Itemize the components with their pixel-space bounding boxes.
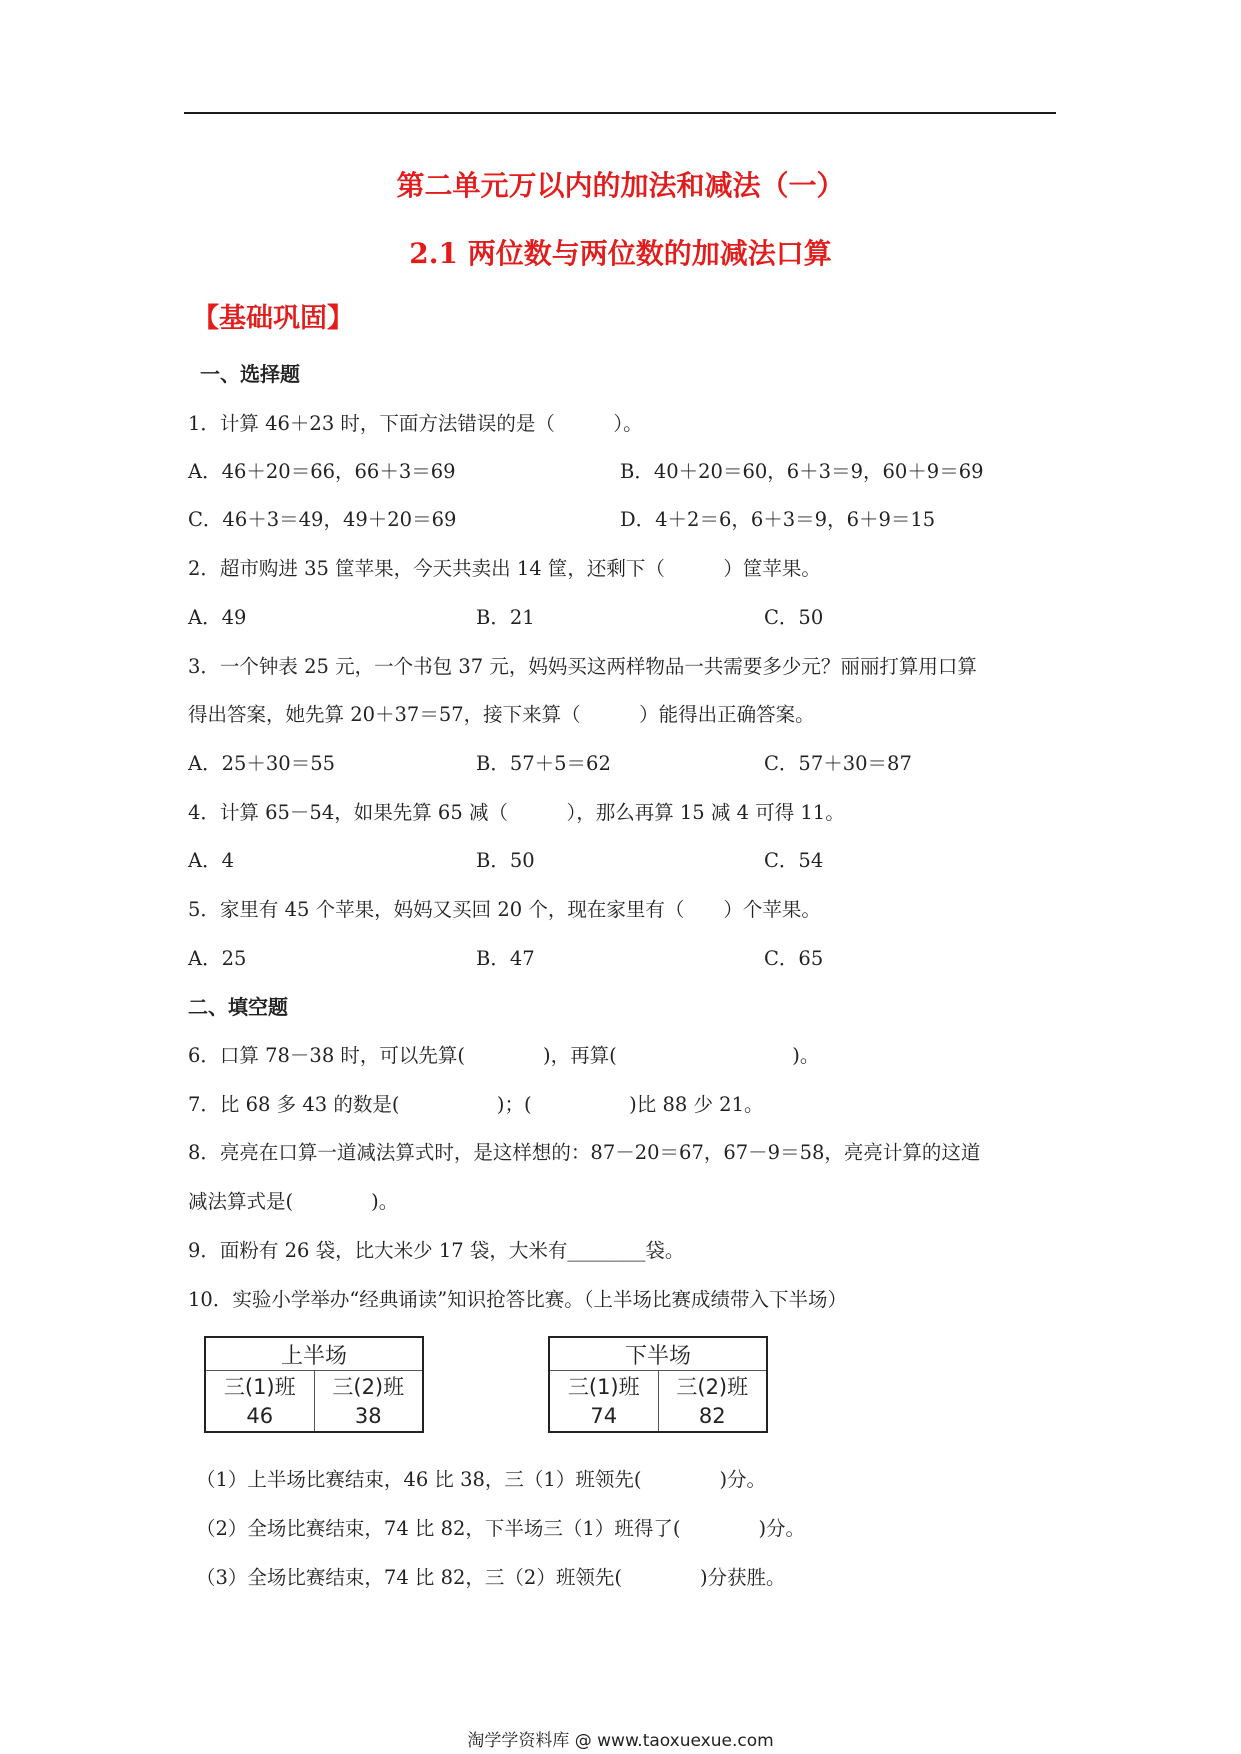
q1-option-d: D．4＋2＝6，6＋3＝9，6＋9＝15 <box>620 508 936 531</box>
second-half-class1-score: 74 <box>549 1401 658 1432</box>
q1-option-a: A．46＋20＝66，66＋3＝69 <box>188 460 456 483</box>
q5-option-c: C．65 <box>764 947 824 970</box>
second-half-class2-score: 82 <box>698 1404 726 1428</box>
second-half-class2-label: 三(2)班 <box>676 1375 749 1399</box>
question-6: 6．口算 78－38 时，可以先算( )，再算( )。 <box>188 1044 820 1067</box>
q5-option-a: A．25 <box>188 947 247 970</box>
lesson-title: 2.1 两位数与两位数的加减法口算 <box>409 237 832 270</box>
second-half-title: 下半场 <box>549 1337 767 1371</box>
first-half-class1-score: 46 <box>205 1401 314 1432</box>
first-half-class1-label: 三(1)班 <box>205 1371 314 1402</box>
first-half-title: 上半场 <box>205 1337 423 1371</box>
q4-option-a: A．4 <box>188 849 234 872</box>
question-2: 2．超市购进 35 筐苹果，今天共卖出 14 筐，还剩下（ ）筐苹果。 <box>188 557 821 580</box>
q3-option-b: B．57＋5＝62 <box>476 752 611 775</box>
q2-option-c: C．50 <box>764 606 824 629</box>
q2-option-a: A．49 <box>188 606 247 629</box>
footer-watermark: 淘学学资料库 @ www.taoxuexue.com <box>467 1731 774 1751</box>
second-half-class1-label: 三(1)班 <box>549 1371 658 1402</box>
q1-option-b: B．40＋20＝60，6＋3＝9，60＋9＝69 <box>620 460 984 483</box>
section-label: 【基础巩固】 <box>192 303 354 334</box>
question-3-line1: 3．一个钟表 25 元，一个书包 37 元，妈妈买这两样物品一共需要多少元？丽丽打算用口算 <box>188 655 977 678</box>
q4-option-c: C．54 <box>764 849 824 872</box>
question-8-line1: 8．亮亮在口算一道减法算式时，是这样想的：87－20＝67，67－9＝58，亮亮计算的这道 <box>188 1141 981 1164</box>
question-10-sub3: （3）全场比赛结束，74 比 82，三（2）班领先( )分获胜。 <box>196 1566 786 1589</box>
q4-option-b: B．50 <box>476 849 535 872</box>
q5-option-b: B．47 <box>476 947 535 970</box>
question-4: 4．计算 65－54，如果先算 65 减（ ），那么再算 15 减 4 可得 11。 <box>188 801 845 824</box>
header-rule <box>184 112 1056 114</box>
first-half-table <box>204 1336 424 1433</box>
question-7: 7．比 68 多 43 的数是( )；( )比 88 少 21。 <box>188 1093 764 1116</box>
unit-title: 第二单元万以内的加法和减法（一） <box>396 169 845 202</box>
q1-option-c: C．46＋3＝49，49＋20＝69 <box>188 508 457 531</box>
question-3-line2: 得出答案，她先算 20＋37＝57，接下来算（ ）能得出正确答案。 <box>188 703 815 726</box>
part2-heading: 二、填空题 <box>188 995 288 1019</box>
question-10-sub2: （2）全场比赛结束，74 比 82，下半场三（1）班得了( )分。 <box>196 1517 806 1540</box>
question-8-line2: 减法算式是( )。 <box>188 1190 399 1213</box>
question-10: 10．实验小学举办“经典诵读”知识抢答比赛。（上半场比赛成绩带入下半场） <box>188 1288 848 1311</box>
q3-option-a: A．25＋30＝55 <box>188 752 336 775</box>
q2-option-b: B．21 <box>476 606 535 629</box>
part1-heading: 一、选择题 <box>200 362 300 386</box>
second-half-table <box>548 1336 768 1433</box>
question-5: 5．家里有 45 个苹果，妈妈又买回 20 个，现在家里有（ ）个苹果。 <box>188 898 821 921</box>
question-9: 9．面粉有 26 袋，比大米少 17 袋，大米有________袋。 <box>188 1239 685 1262</box>
q3-option-c: C．57＋30＝87 <box>764 752 912 775</box>
first-half-class2-label: 三(2)班 <box>332 1375 405 1399</box>
question-1: 1．计算 46＋23 时，下面方法错误的是（ ）。 <box>188 412 643 435</box>
question-10-sub1: （1）上半场比赛结束，46 比 38，三（1）班领先( )分。 <box>196 1468 767 1491</box>
first-half-class2-score: 38 <box>354 1404 382 1428</box>
